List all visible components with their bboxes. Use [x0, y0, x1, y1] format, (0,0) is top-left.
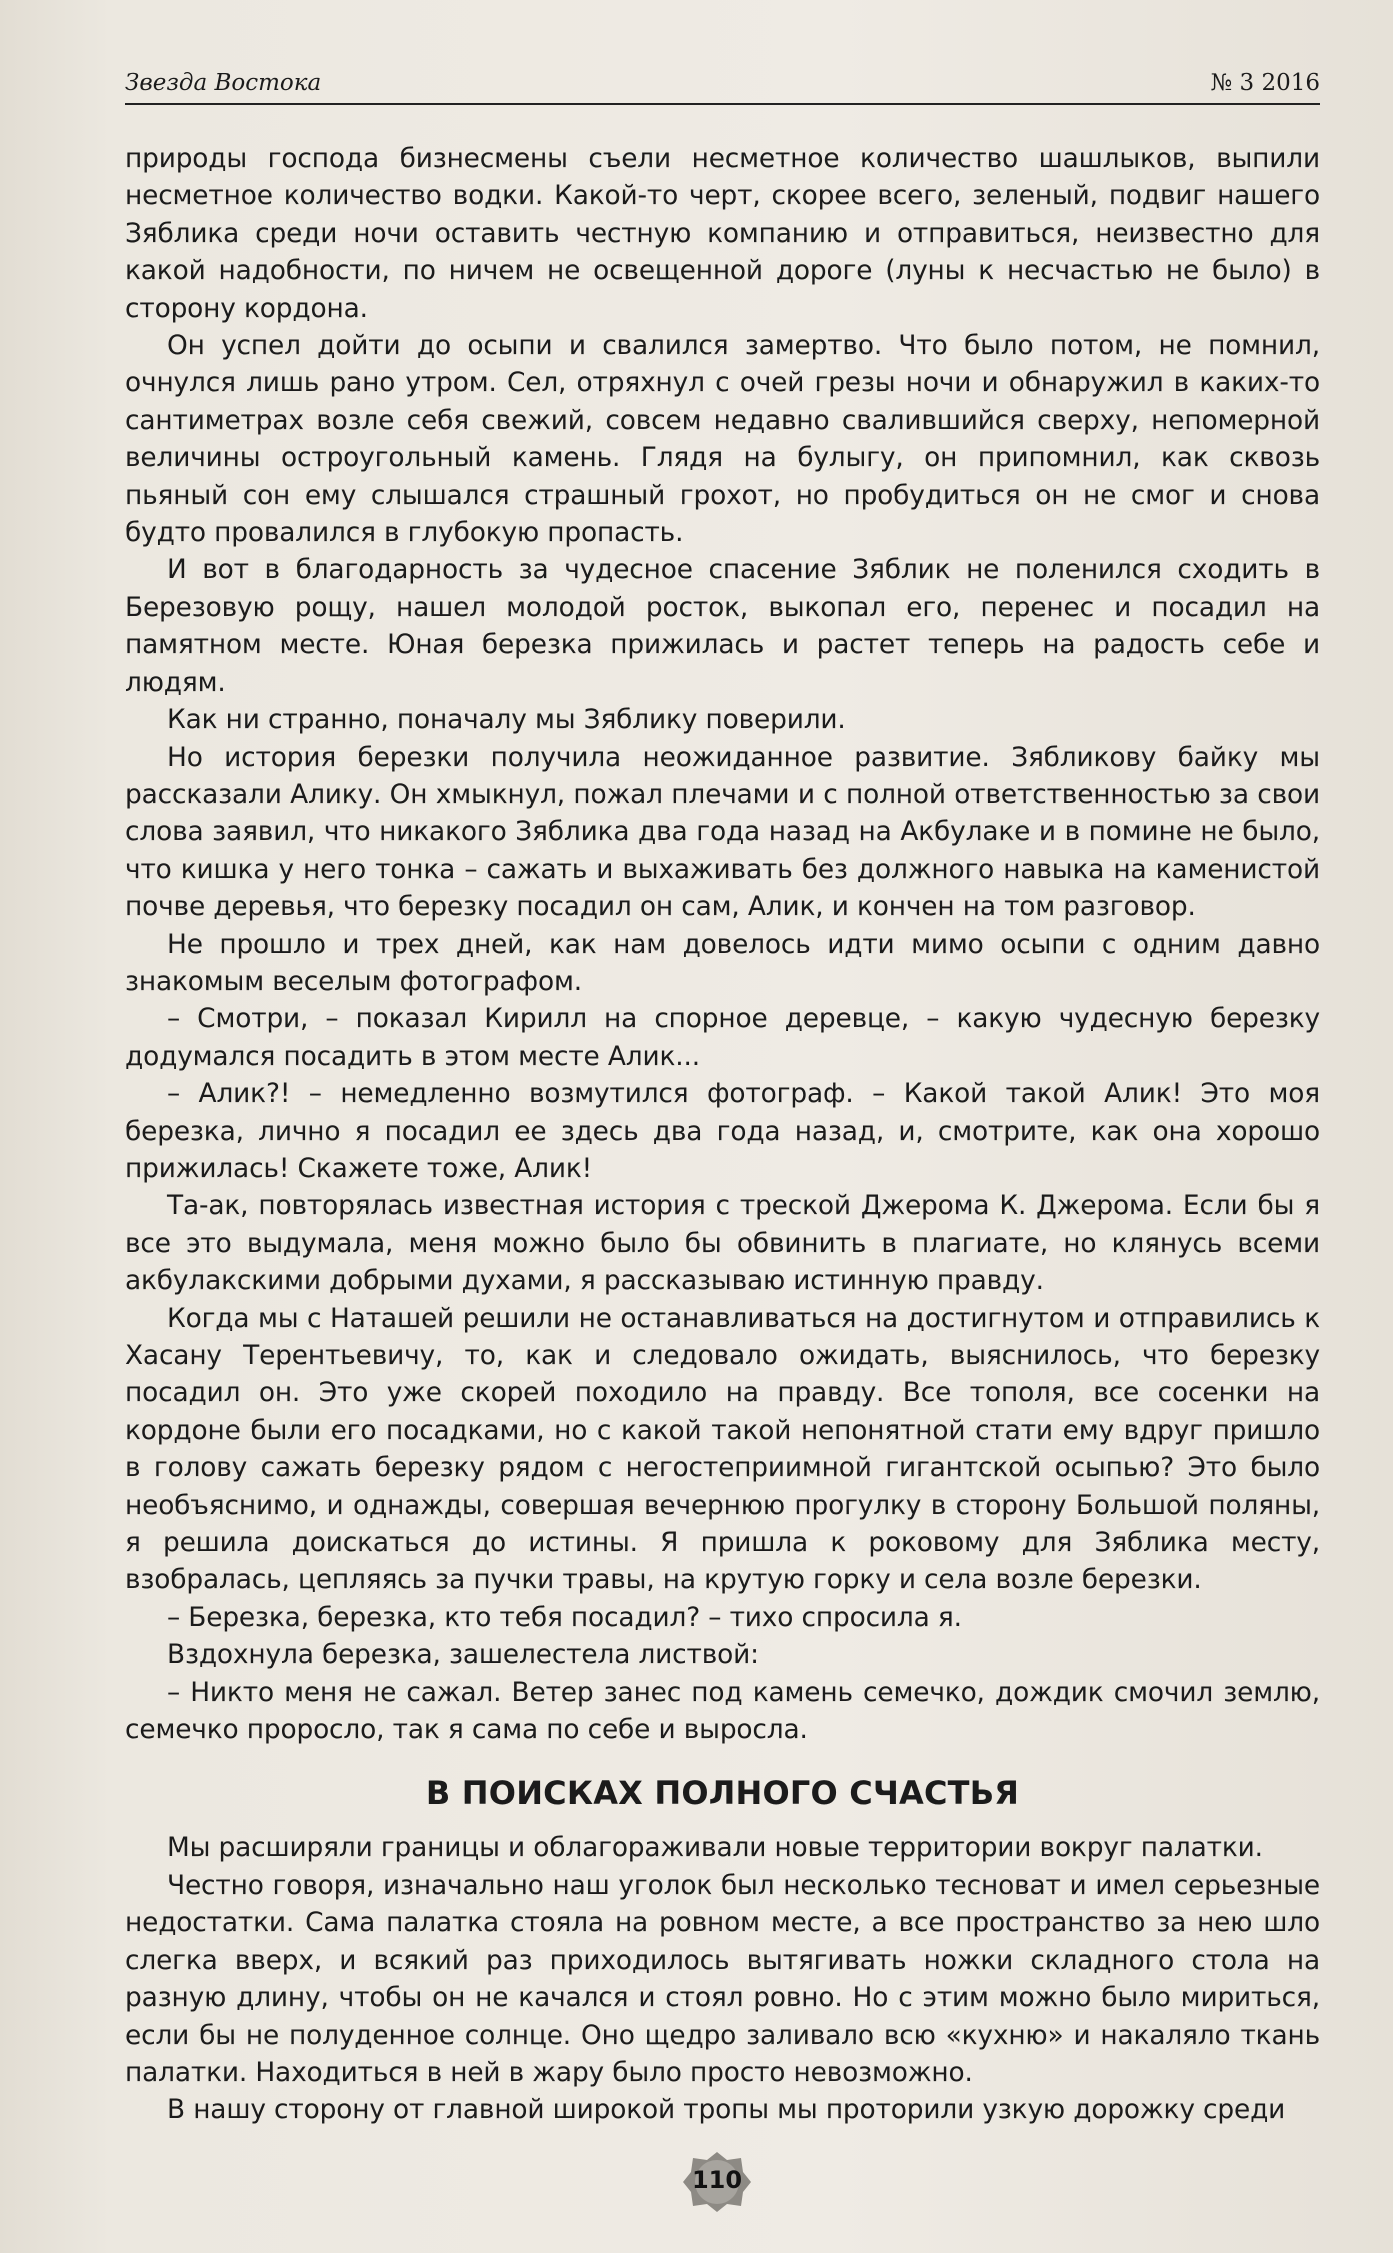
dialogue-line: – Смотри, – показал Кирилл на спорное деревце, – какую чудесную березку додумался посадить в этом месте Алик... [125, 1003, 1320, 1072]
paragraph: Но история березки получила неожиданное развитие. Зябликову байку мы рассказали Алику. Он хмыкнул, пожал плечами и с полной ответственностью за свои слова заявил, что никакого Зяблика два года назад на Акбулаке и в помине не было, что кишка у него тонка – сажать и выхаживать без должного навыка на каменистой почве деревья, что березку посадил он сам, Алик, и кончен на том разговор. [125, 741, 1320, 923]
dialogue-line: – Никто меня не сажал. Ветер занес под камень семечко, дождик смочил землю, семечко проросло, так я сама по себе и выросла. [125, 1676, 1320, 1746]
page-number-badge [681, 2150, 753, 2214]
page-number: 110 [691, 2166, 743, 2194]
journal-title: Звезда Востока [125, 70, 322, 96]
section-heading: В ПОИСКАХ ПОЛНОГО СЧАСТЬЯ [425, 1774, 1020, 1813]
running-header [125, 66, 1320, 106]
paragraph: Не прошло и трех дней, как нам довелось идти мимо осыпи с одним давно знакомым веселым фотографом. [125, 928, 1320, 997]
dialogue-line: – Березка, березка, кто тебя посадил? – тихо спросила я. [167, 1601, 962, 1633]
paragraph: Когда мы с Наташей решили не останавливаться на достигнутом и отправились к Хасану Терентьевичу, то, как и следовало ожидать, выяснилось, что березку посадил он. Это уже скорей походило на правду. Все тополя, все сосенки на кордоне были его посадками, но с какой такой непонятной стати ему вдруг пришло в голову сажать березку рядом с негостеприимной гигантской осыпью? Это было необъяснимо, и однажды, совершая вечернюю прогулку в сторону Большой поляны, я решила доискаться до истины. Я пришла к роковому для Зяблика месту, взобралась, цепляясь за пучки травы, на крутую горку и села возле березки. [125, 1302, 1320, 1596]
paragraph: Вздохнула березка, зашелестела листвой: [167, 1639, 759, 1671]
header-rule [125, 103, 1320, 105]
paragraph: Он успел дойти до осыпи и свалился замертво. Что было потом, не помнил, очнулся лишь рано утром. Сел, отряхнул с очей грезы ночи и обнаружил в каких-то сантиметрах возле себя свежий, совсем недавно свалившийся сверху, непомерной величины остроугольный камень. Глядя на булыгу, он припомнил, как сквозь пьяный сон ему слышался страшный грохот, но пробудиться он не смог и снова будто провалился в глубокую пропасть. [125, 330, 1320, 549]
article-body [125, 140, 1320, 2129]
paragraph: В нашу сторону от главной широкой тропы мы проторили узкую дорожку среди [167, 2094, 1286, 2126]
paragraph: Та-ак, повторялась известная история с треской Джерома К. Джерома. Если бы я все это выдумала, меня можно было бы обвинить в плагиате, но клянусь всеми акбулакскими добрыми духами, я рассказываю истинную правду. [125, 1190, 1320, 1297]
paragraph: И вот в благодарность за чудесное спасение Зяблик не поленился сходить в Березовую рощу, нашел молодой росток, выкопал его, перенес и посадил на памятном месте. Юная березка прижилась и растет теперь на радость себе и людям. [125, 554, 1320, 698]
paragraph: Как ни странно, поначалу мы Зяблику поверили. [167, 704, 846, 736]
paragraph: природы господа бизнесмены съели несметное количество шашлыков, выпили несметное количество водки. Какой-то черт, скорее всего, зеленый, подвиг нашего Зяблика среди ночи оставить честную компанию и отправиться, неизвестно для какой надобности, по ничем не освещенной дороге (луны к несчастью не было) в сторону кордона. [125, 143, 1320, 324]
dialogue-line: – Алик?! – немедленно возмутился фотограф. – Какой такой Алик! Это моя березка, лично я посадил ее здесь два года назад, и, смотрите, как она хорошо прижилась! Скажете тоже, Алик! [125, 1078, 1320, 1184]
issue-number: № 3 2016 [1210, 70, 1320, 96]
paragraph: Честно говоря, изначально наш уголок был несколько тесноват и имел серьезные недостатки. Сама палатка стояла на ровном месте, а все пространство за нею шло слегка вверх, и всякий раз приходилось вытягивать ножки складного стола на разную длину, чтобы он не качался и стоял ровно. Но с этим можно было мириться, если бы не полуденное солнце. Оно щедро заливало всю «кухню» и накаляло ткань палатки. Находиться в ней в жару было просто невозможно. [125, 1869, 1320, 2088]
paragraph: Мы расширяли границы и облагораживали новые территории вокруг палатки. [167, 1832, 1263, 1864]
